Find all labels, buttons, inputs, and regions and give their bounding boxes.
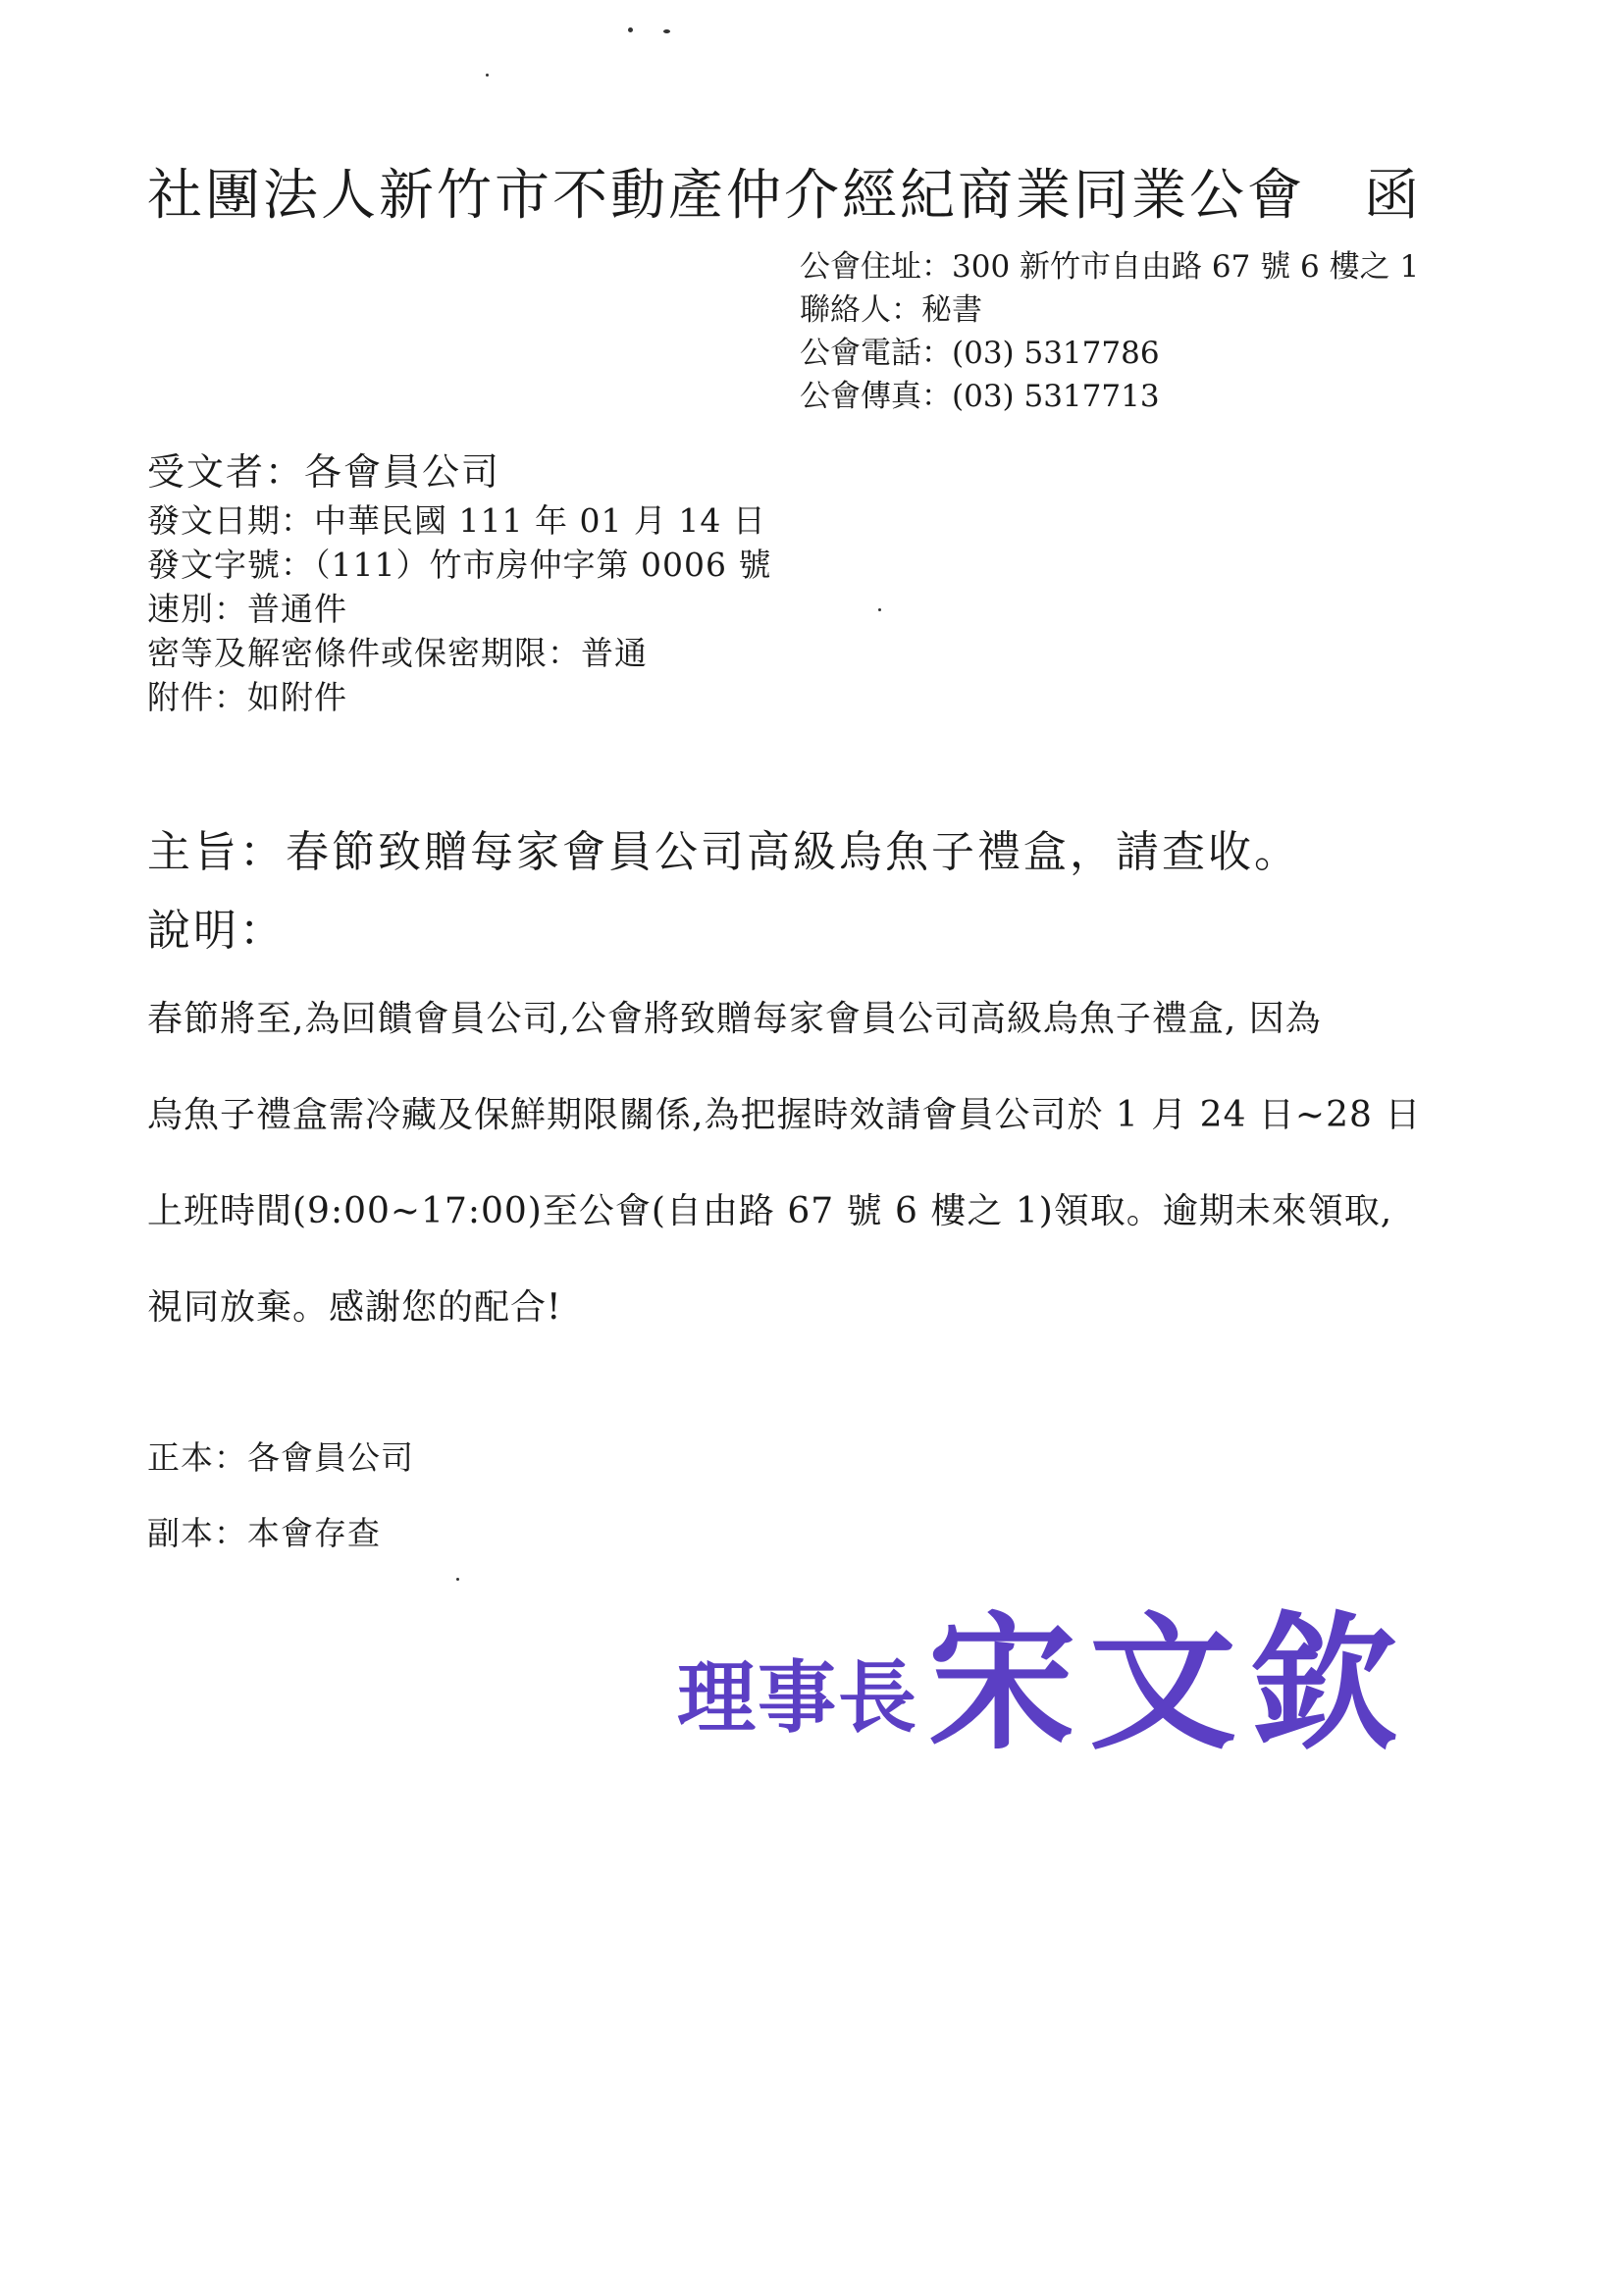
body-line: 視同放棄。感謝您的配合! (147, 1287, 562, 1328)
body-line: 春節將至,為回饋會員公司,公會將致贈每家會員公司高級烏魚子禮盒, 因為 (147, 999, 1322, 1039)
recipient: 受文者：各會員公司 (147, 450, 501, 494)
confidentiality-level: 密等及解密條件或保密期限：普通 (147, 634, 648, 672)
scan-speck (486, 74, 489, 77)
duplicate-copy-recipient: 副本：本會存查 (147, 1514, 381, 1552)
chairman-seal-stamp (677, 1565, 1411, 1777)
contact-person: 聯絡人：秘書 (800, 292, 982, 328)
document-number: 發文字號：（111）竹市房仲字第 0006 號 (147, 546, 772, 584)
document-kind: 函 (1364, 164, 1422, 228)
contact-fax: 公會傳真：(03) 5317713 (800, 379, 1160, 414)
explanation-body (147, 971, 1421, 1356)
contact-address: 公會住址：300 新竹市自由路 67 號 6 樓之 1 (800, 249, 1420, 285)
subject-line: 主旨：春節致贈每家會員公司高級烏魚子禮盒，請查收。 (147, 827, 1300, 877)
body-line: 上班時間(9:00~17:00)至公會(自由路 67 號 6 樓之 1)領取。逾期未來領取, (147, 1191, 1393, 1231)
scan-speck (663, 29, 670, 33)
scan-speck (878, 608, 881, 611)
scan-speck (628, 27, 633, 32)
explanation-label: 說明： (147, 906, 286, 956)
seal-title: 理事長 (677, 1651, 918, 1744)
body-line: 烏魚子禮盒需冷藏及保鮮期限關係,為把握時效請會員公司於 1 月 24 日~28 日 (147, 1095, 1422, 1135)
seal-name: 宋文欽 (928, 1597, 1412, 1770)
delivery-speed: 速別：普通件 (147, 590, 347, 628)
scan-speck (456, 1578, 459, 1581)
original-copy-recipient: 正本：各會員公司 (147, 1438, 414, 1477)
distribution-list (147, 1420, 414, 1571)
attachment-note: 附件：如附件 (147, 678, 347, 716)
contact-block (800, 245, 1419, 418)
contact-phone: 公會電話：(03) 5317786 (800, 336, 1160, 371)
letterhead (147, 152, 1422, 231)
document-meta (147, 498, 771, 719)
issue-date: 發文日期：中華民國 111 年 01 月 14 日 (147, 501, 766, 540)
organization-name: 社團法人新竹市不動產仲介經紀商業同業公會 (147, 164, 1305, 228)
